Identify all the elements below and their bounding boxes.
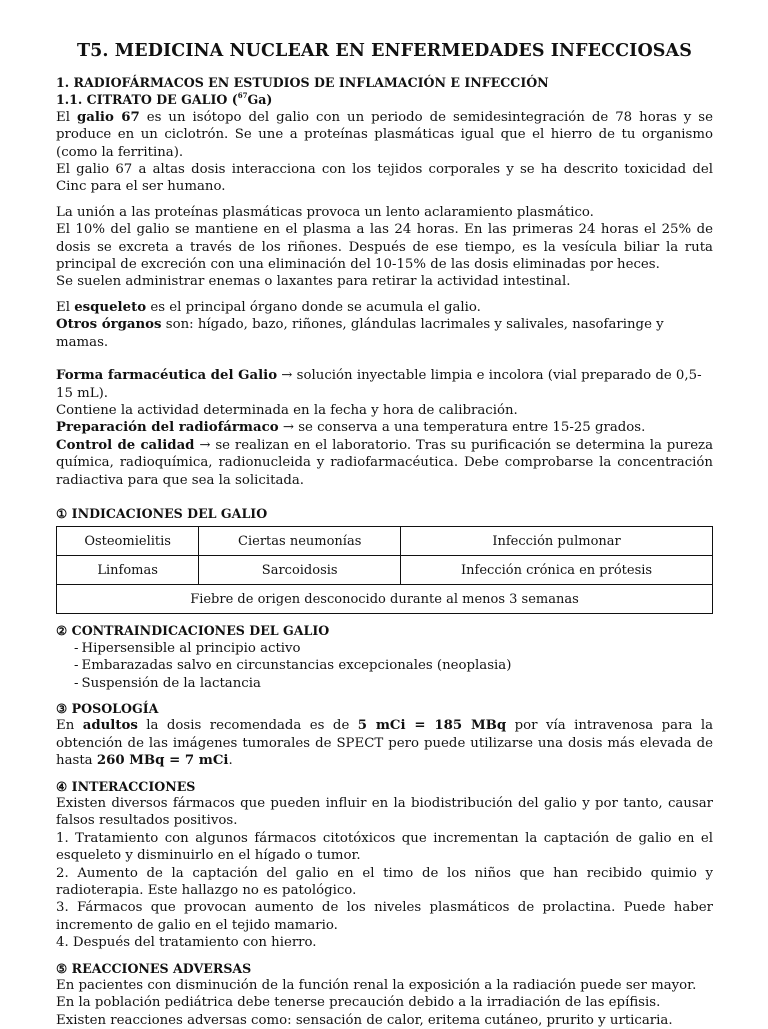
- table-cell: Fiebre de origen desconocido durante al menos 3 semanas: [57, 585, 713, 614]
- table-row: [57, 556, 713, 585]
- paragraph-reacciones: Existen reacciones adversas como: sensación de calor, eritema cutáneo, prurito y urticaria.: [56, 1012, 673, 1028]
- list-item: 3. Fármacos que provocan aumento de los niveles plasmáticos de prolactina. Puede haber incremento de galio en el tejido mamario.: [56, 900, 713, 933]
- indicaciones-table: [56, 526, 713, 614]
- paragraph-enemas: Se suelen administrar enemas o laxantes para retirar la actividad intestinal.: [56, 274, 571, 290]
- table-cell: Osteomielitis: [57, 527, 199, 556]
- interacciones-heading: ④ INTERACCIONES: [56, 778, 196, 794]
- paragraph-toxicidad: El galio 67 a altas dosis interacciona con los tejidos corporales y se ha descrito toxicidad del Cinc para el ser humano.: [56, 162, 713, 195]
- table-cell: Ciertas neumonías: [199, 527, 401, 556]
- paragraph-union-proteinas: La unión a las proteínas plasmáticas provoca un lento aclaramiento plasmático.: [56, 204, 594, 220]
- posologia-heading: ③ POSOLOGÍA: [56, 700, 159, 716]
- contraindicaciones-list: [56, 640, 713, 692]
- list-item: 2. Aumento de la captación del galio en el timo de los niños que han recibido quimio y radioterapia. Este hallazgo no es patológico.: [56, 865, 713, 899]
- contraindicaciones-heading: ② CONTRAINDICACIONES DEL GALIO: [56, 623, 330, 639]
- paragraph-posologia: En adultos la dosis recomendada es de 5 mCi = 185 MBq por vía intravenosa para la obtención de las imágenes tumorales de SPECT pero puede utilizarse una dosis más elevada de hasta 260 MBq = 7 mCi.: [56, 718, 714, 769]
- table-row: [57, 527, 713, 556]
- list-item: - Hipersensible al principio activo: [74, 640, 713, 657]
- page-title: T5. MEDICINA NUCLEAR EN ENFERMEDADES INFECCIOSAS: [77, 41, 692, 61]
- paragraph-control-calidad: Control de calidad → se realizan en el laboratorio. Tras su purificación se determina la pureza química, radioquímica, radionucleida y radiofarmacéutica. Debe comprobarse la concentración radiactiva para que sea la solicitada.: [56, 437, 713, 488]
- table-cell: Infección crónica en prótesis: [401, 556, 713, 585]
- paragraph-preparacion: Preparación del radiofármaco → se conserva a una temperatura entre 15-25 grados.: [56, 420, 646, 436]
- reacciones-heading: ⑤ REACCIONES ADVERSAS: [56, 960, 252, 976]
- list-item: 1. Tratamiento con algunos fármacos citotóxicos que incrementan la captación de galio en el esqueleto y disminuirlo en el hígado o tumor.: [56, 830, 713, 864]
- table-cell: Sarcoidosis: [199, 556, 401, 585]
- paragraph-forma-farmaceutica: Forma farmacéutica del Galio → solución inyectable limpia e incolora (vial preparado de 0,5-15 mL).: [56, 368, 702, 401]
- list-item: 4. Después del tratamiento con hierro.: [56, 935, 317, 951]
- table-cell: Linfomas: [57, 556, 199, 585]
- paragraph-esqueleto: El esqueleto es el principal órgano donde se acumula el galio.: [56, 299, 481, 315]
- table-row: [57, 585, 713, 614]
- subsection-heading-citrato: 1.1. CITRATO DE GALIO ($^{67}$Ga): [56, 91, 273, 108]
- list-item: - Embarazadas salvo en circunstancias excepcionales (neoplasia): [74, 657, 713, 674]
- paragraph-interacciones-intro: Existen diversos fármacos que pueden influir en la biodistribución del galio y por tanto, causar falsos resultados positivos.: [56, 796, 713, 829]
- paragraph-reacciones: En la población pediátrica debe tenerse precaución debido a la irradiación de las epífisis.: [56, 995, 661, 1011]
- list-item: - Suspensión de la lactancia: [74, 675, 713, 692]
- paragraph-excrecion: El 10% del galio se mantiene en el plasma a las 24 horas. En las primeras 24 horas el 25% de dosis se excreta a través de los riñones. Después de ese tiempo, es la vesícula biliar la ruta principal de excreción con una eliminación del 10-15% de las dosis eliminadas por heces.: [56, 222, 713, 273]
- paragraph-reacciones: En pacientes con disminución de la función renal la exposición a la radiación puede ser mayor.: [56, 978, 697, 994]
- paragraph-galio-67: El galio 67 es un isótopo del galio con un periodo de semidesintegración de 78 horas y se produce en un ciclotrón. Se une a proteínas plasmáticas igual que el hierro de tu organismo (como la ferritina).: [56, 109, 713, 160]
- paragraph-calibracion: Contiene la actividad determinada en la fecha y hora de calibración.: [56, 402, 518, 418]
- section-heading-radiofarmacos: 1. RADIOFÁRMACOS EN ESTUDIOS DE INFLAMACIÓN E INFECCIÓN: [56, 75, 549, 90]
- table-cell: Infección pulmonar: [401, 527, 713, 556]
- paragraph-otros-organos: Otros órganos son: hígado, bazo, riñones, glándulas lacrimales y salivales, nasofaringe y mamas.: [56, 317, 664, 350]
- indicaciones-heading: ① INDICACIONES DEL GALIO: [56, 505, 268, 521]
